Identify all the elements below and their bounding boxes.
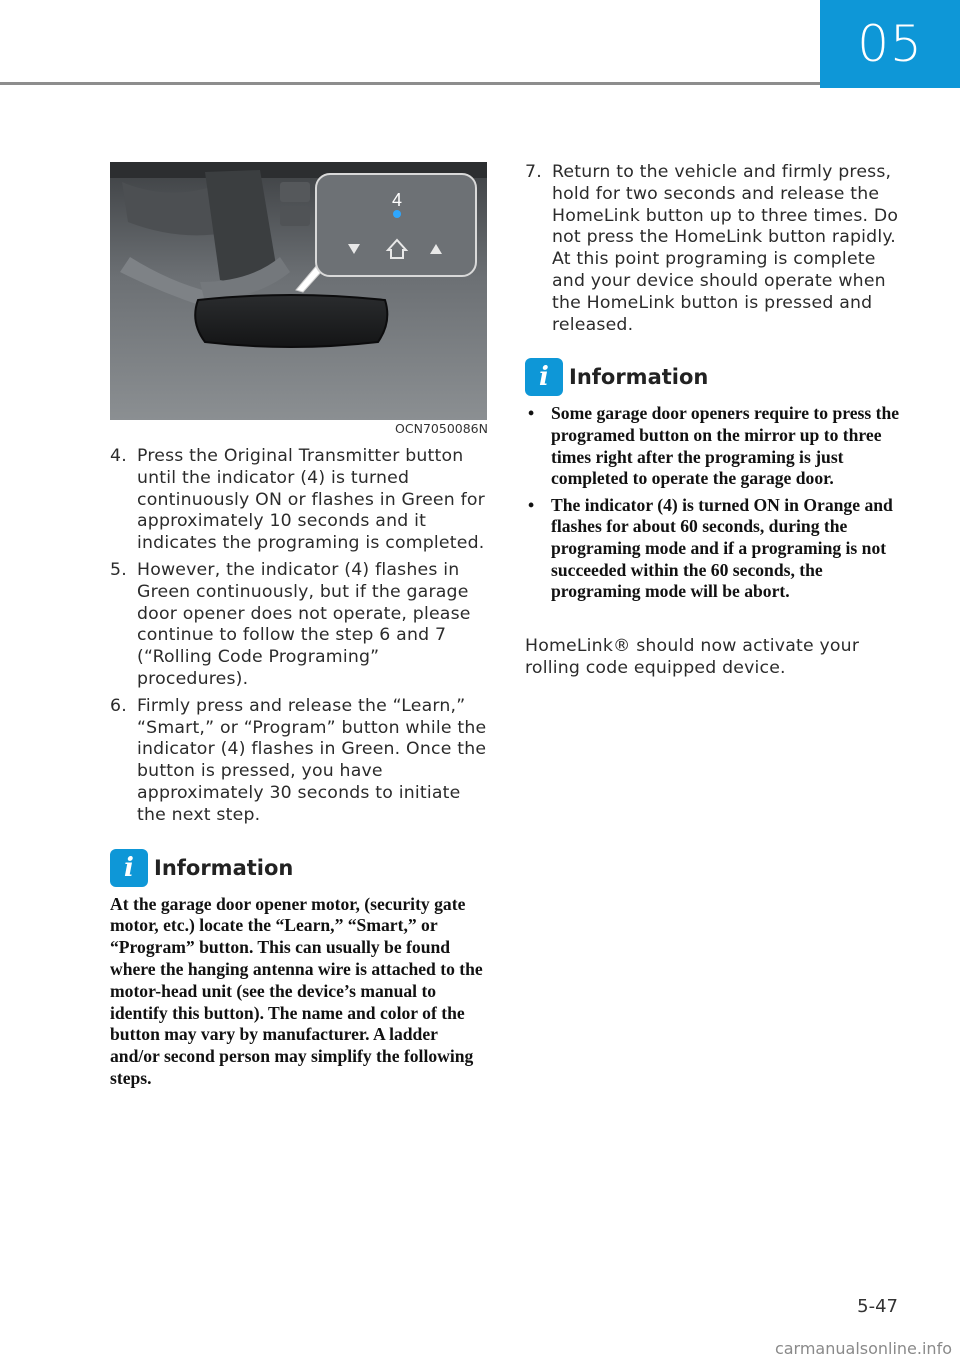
bullet-text: The indicator (4) is turned ON in Orange and flashes for about 60 seconds, during the programing mode and if a programing is not succeeded within the 60 seconds, the programing mode will be abort. [551,494,893,602]
right-column [525,162,903,679]
step-number: 7. [525,162,542,182]
footer-watermark[interactable]: carmanualsonline.info [774,1339,952,1358]
step-text: Press the Original Transmitter button until the indicator (4) is turned continuously ON or flashes in Green for approximately 10 seconds and it indicates the programing is completed. [137,446,485,554]
step-text: However, the indicator (4) flashes in Green continuously, but if the garage door opener does not operate, please continue to follow the step 6 and 7 (“Rolling Code Programing” procedures). [137,559,471,689]
info-header-right [525,358,903,396]
header-rule [0,82,820,85]
info-bullets-right [525,403,903,602]
figure-caption: OCN7050086N [395,421,488,436]
step-text: Return to the vehicle and firmly press, hold for two seconds and release the HomeLink button up to three times. Do not press the HomeLink button rapidly. At this point programing is complete and your device should operate when the HomeLink button is pressed and released. [552,162,899,335]
info-body-left: At the garage door opener motor, (security gate motor, etc.) locate the “Learn,” “Smart,” or “Program” button. This can usually be found where the hanging antenna wire is attached to the motor-head unit (see the device’s manual to identify this button). The name and color of the button may vary by manufacturer. A ladder and/or second person may simplify the following steps. [110,893,483,1088]
left-column [110,162,488,1090]
page-number: 5-47 [857,1296,898,1317]
info-title: Information [154,855,294,880]
list-item-step-5 [110,560,488,691]
list-item-step-4 [110,446,488,555]
chapter-tab: 05 [820,0,960,88]
rearview-mirror-illustration [110,162,487,420]
step-number: 6. [110,695,127,716]
step-text: Firmly press and release the “Learn,” “Smart,” or “Program” button while the indicator (4) flashes in Green. Once the button is pressed, you have approximately 30 seconds to initiate the next step. [137,695,487,825]
step-number: 5. [110,559,127,580]
callout-number: 4 [391,190,403,210]
info-icon: i [110,849,148,887]
info-icon: i [525,358,563,396]
closing-paragraph: HomeLink® should now activate your rolling code equipped device. [525,635,860,678]
bullet-icon: • [528,494,535,515]
list-item [525,403,903,489]
bullet-text: Some garage door openers require to press the programed button on the mirror up to three times right after the programing is just completed to operate the garage door. [551,403,900,489]
step-number: 4. [110,446,127,466]
steps-list-right [525,162,903,336]
list-item-step-6 [110,696,488,827]
info-title: Information [569,365,709,390]
info-header-left [110,849,488,887]
steps-list-left [110,446,488,827]
homelink-mirror-figure [110,162,487,420]
list-item-step-7 [525,162,903,336]
list-item [525,495,903,603]
bullet-icon: • [528,403,535,424]
